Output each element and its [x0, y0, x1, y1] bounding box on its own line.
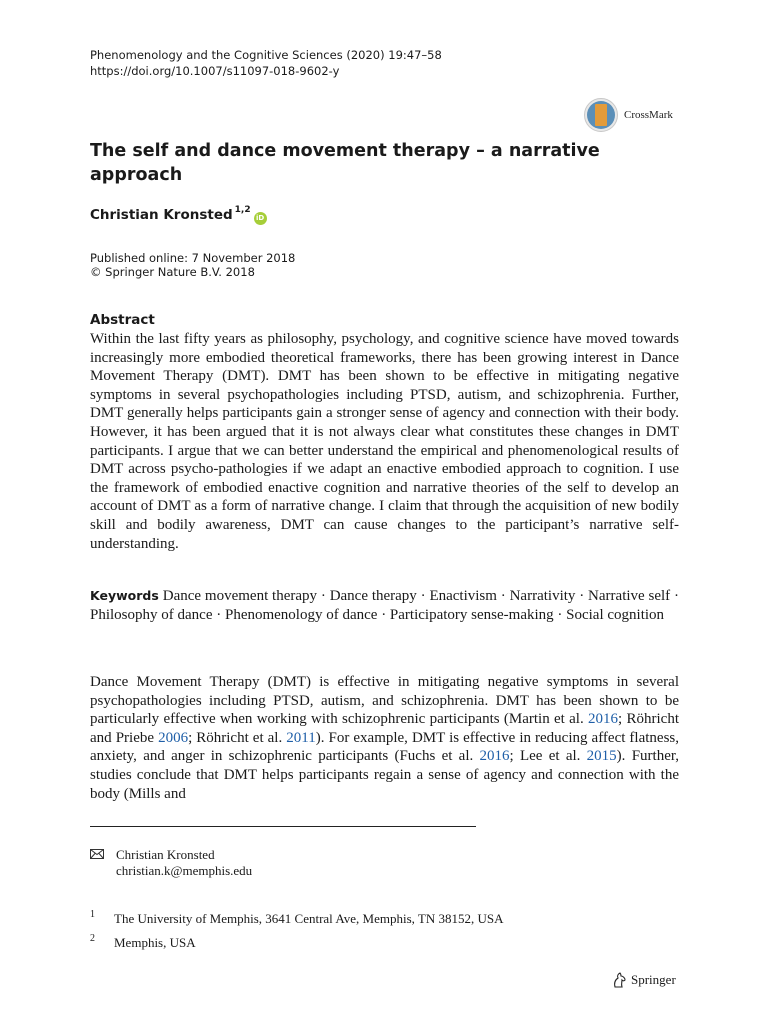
body-text: ). Further, studies conclude that DMT helps participants regain a sense of agency and connection with the body (Mills and	[90, 748, 679, 802]
affiliation-number: 1	[90, 909, 95, 920]
journal-citation: Phenomenology and the Cognitive Sciences (2020) 19:47–58	[90, 48, 442, 62]
citation-link[interactable]: 2015	[586, 748, 617, 765]
copyright-notice: © Springer Nature B.V. 2018	[90, 265, 255, 279]
orcid-icon[interactable]: iD	[254, 212, 267, 225]
corresponding-author-name: Christian Kronsted	[116, 847, 215, 862]
footnote-divider	[90, 826, 476, 827]
abstract-body: Within the last fifty years as philosophy, psychology, and cognitive science have moved towards increasingly more embodied theoretical frameworks, there has been growing interest in Dance Movement Therapy (DMT). DMT has been shown to be effective in mitigating negative symptoms in several psychopathologies including PTSD, autism, and schizophrenia. Further, DMT generally helps participants gain a stronger sense of agency and connection with their body. However, it has been argued that it is not always clear what constitutes these changes in DMT participants. I argue that we can better understand the empirical and phenomenological results of DMT across psycho-pathologies if we adapt an enactive embodied approach to cognition. I use the framework of embodied enactive cognition and narrative theories of the self to develop an account of DMT as a form of narrative change. I claim that through the acquisition of new bodily skill and bodily awareness, DMT can cause changes to the participant’s narrative self-understanding.	[90, 331, 679, 552]
published-date: Published online: 7 November 2018	[90, 251, 296, 265]
keywords-list: Dance movement therapy · Dance therapy · Enactivism · Narrativity · Narrative self · Philosophy of dance · Phenomenology of dance · Participatory sense-making · Social cognition	[90, 588, 679, 623]
citation-link[interactable]: 2016	[588, 711, 619, 728]
body-paragraph	[90, 673, 679, 803]
publisher-logo	[612, 972, 676, 988]
crossmark-badge[interactable]	[584, 97, 673, 133]
body-text: ; Röhricht et al.	[188, 729, 287, 746]
body-text: ). For example, DMT is effective in reducing affect flatness, anxiety, and anger in schizophrenic participants (Fuchs et al.	[90, 729, 680, 765]
article-title: The self and dance movement therapy – a narrative approach	[90, 141, 600, 185]
body-text: ; Röhricht and Priebe	[90, 711, 679, 746]
affiliation-number: 2	[90, 933, 95, 944]
keywords-label: Keywords	[90, 588, 159, 603]
crossmark-icon	[584, 98, 618, 132]
corresponding-author-email[interactable]: christian.k@memphis.edu	[116, 863, 253, 878]
publisher-name: Springer	[631, 972, 676, 987]
citation-link[interactable]: 2006	[158, 729, 189, 746]
keywords	[90, 587, 679, 624]
body-text: ; Lee et al.	[509, 748, 587, 765]
springer-horse-icon	[612, 972, 627, 988]
body-text: Dance Movement Therapy (DMT) is effective in mitigating negative symptoms in several psychopathologies including PTSD, autism, and schizophrenia. DMT has been shown to be particularly effective when working with schizophrenic participants (Martin et al.	[90, 674, 679, 728]
citation-link[interactable]: 2016	[479, 748, 510, 765]
doi-link[interactable]: https://doi.org/10.1007/s11097-018-9602-y	[90, 64, 340, 78]
crossmark-label: CrossMark	[624, 109, 673, 121]
affiliation-1: The University of Memphis, 3641 Central Ave, Memphis, TN 38152, USA	[114, 911, 504, 926]
abstract-heading: Abstract	[90, 312, 155, 328]
author-line	[90, 207, 267, 225]
author-affiliation-sup: 1,2	[234, 205, 251, 215]
affiliation-2: Memphis, USA	[114, 935, 196, 950]
author-name[interactable]: Christian Kronsted	[90, 207, 233, 223]
envelope-icon	[90, 849, 104, 859]
citation-link[interactable]: 2011	[286, 729, 316, 746]
